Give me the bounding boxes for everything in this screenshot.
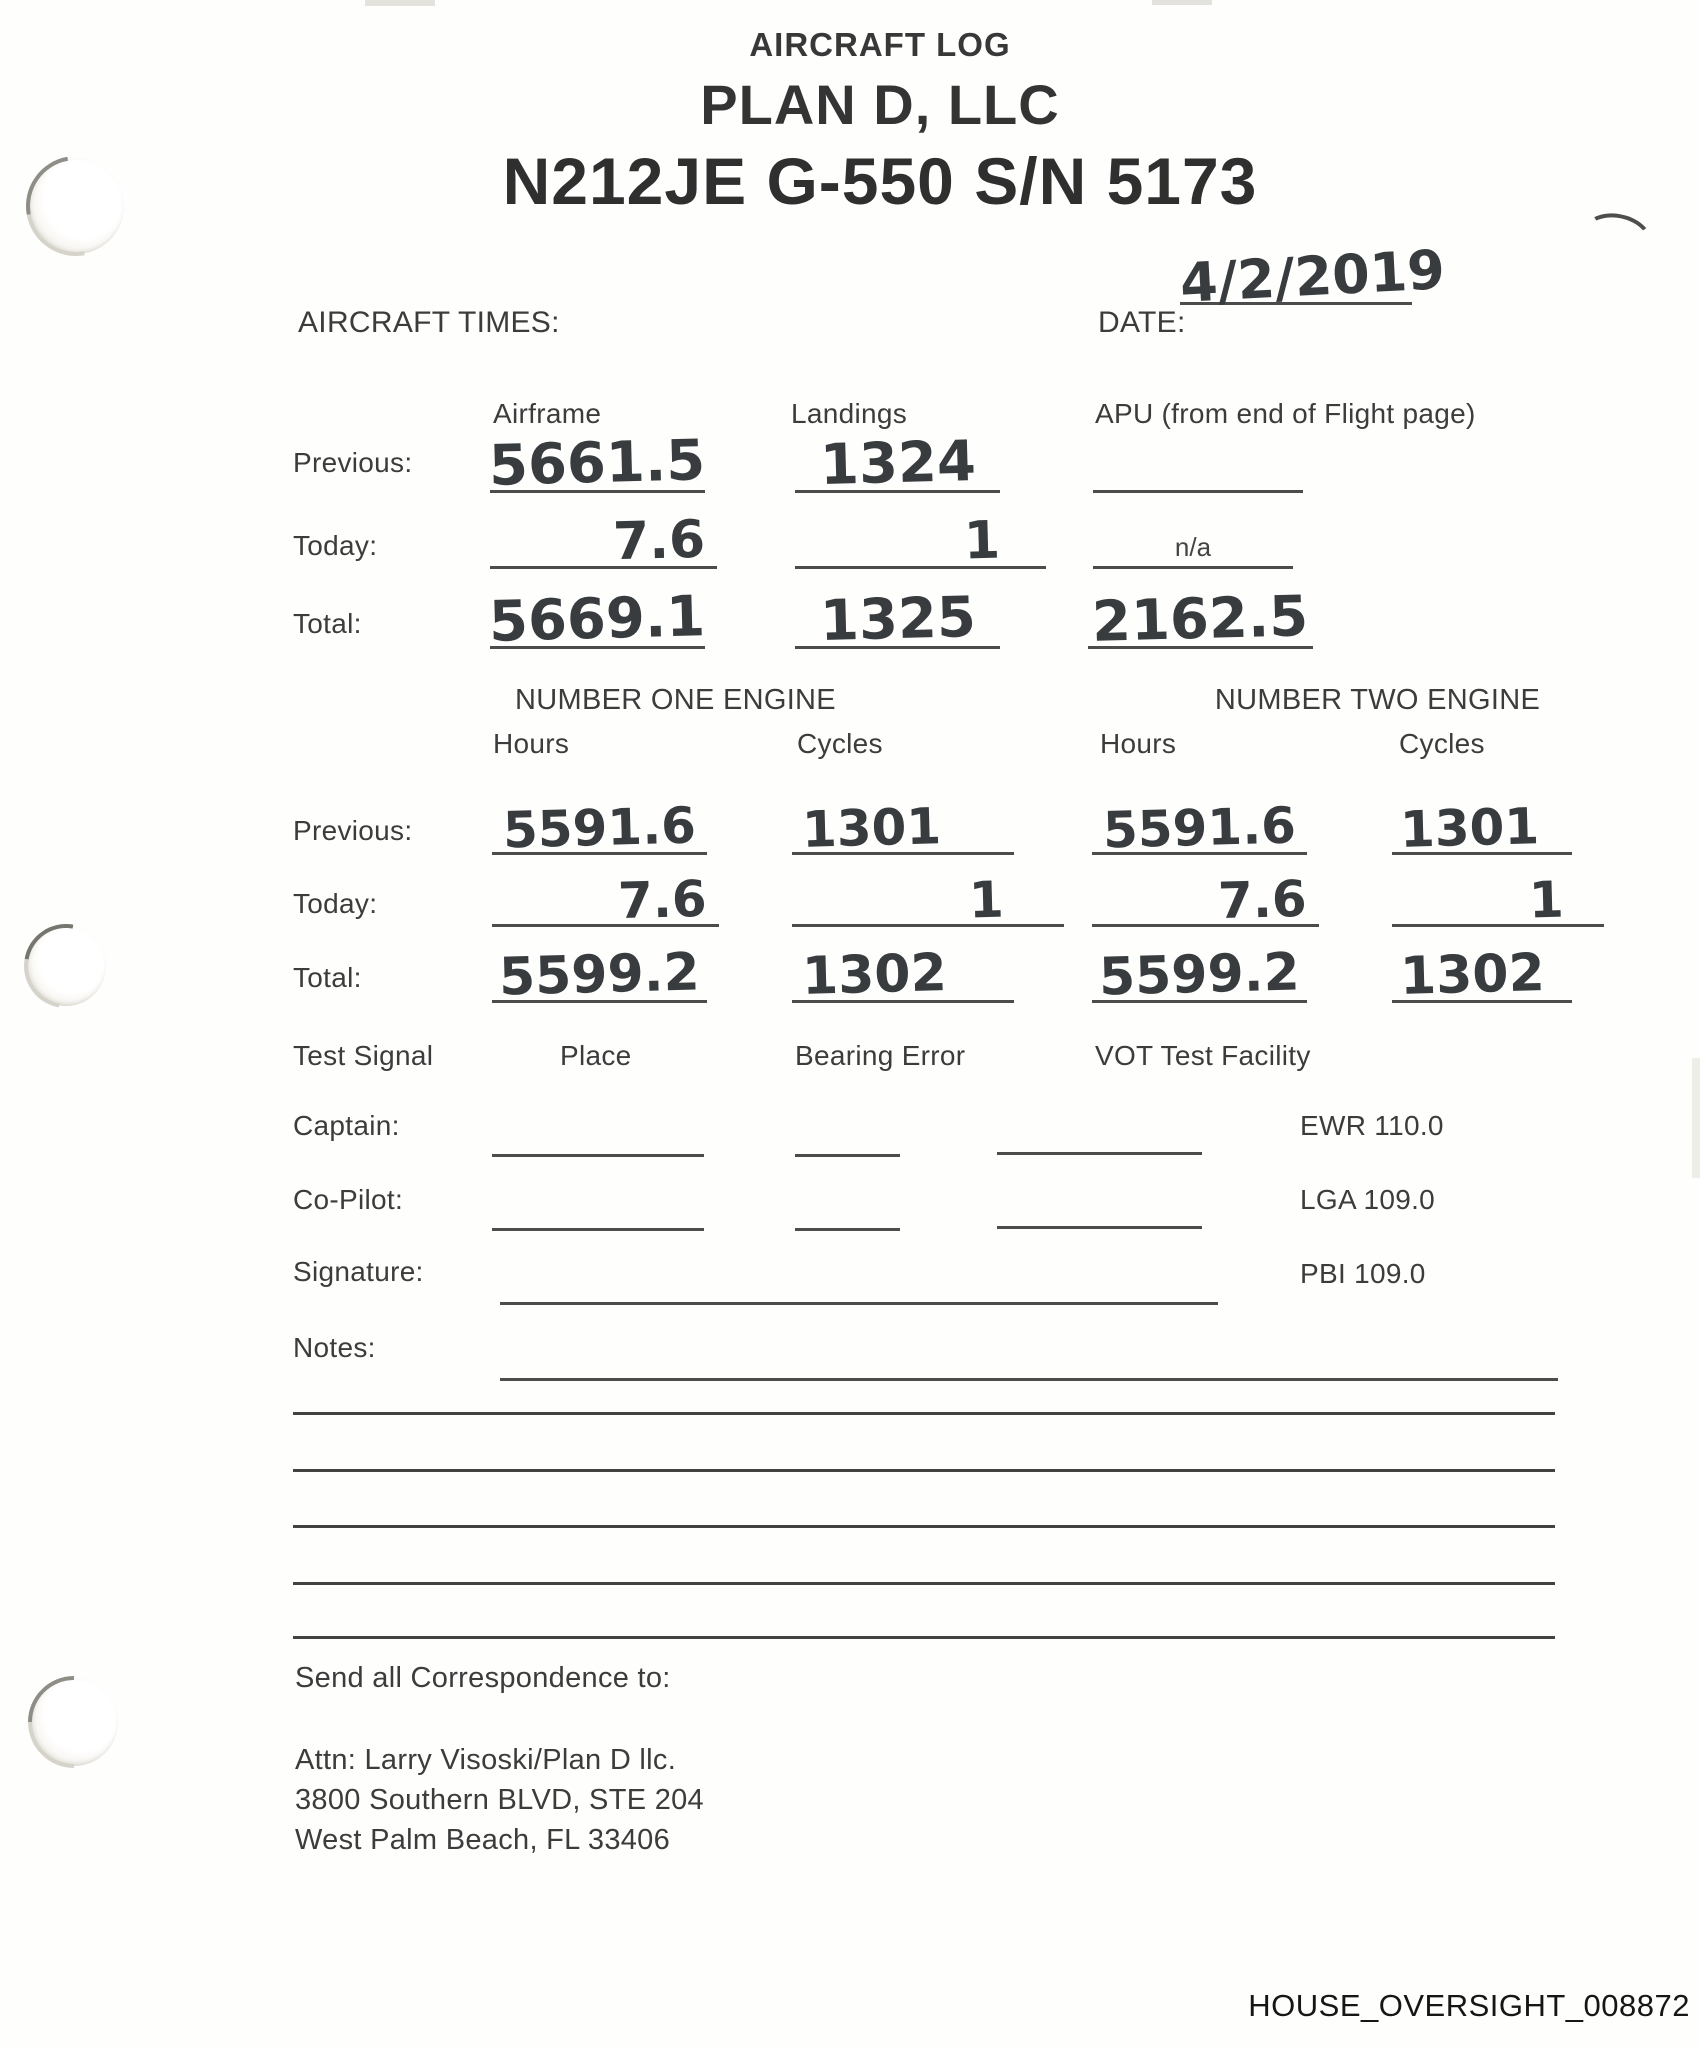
engine-two-cycles-header: Cycles (1399, 728, 1485, 759)
vot-facility-pbi: PBI 109.0 (1300, 1258, 1426, 1289)
notes-blank-line (293, 1636, 1555, 1639)
e1-today-hours-value: 7.6 (617, 869, 708, 930)
field-e1-previous-hours (492, 782, 707, 860)
field-total-airframe (488, 578, 707, 655)
captain-vot-field (997, 1116, 1202, 1155)
field-today-apu (1093, 500, 1293, 569)
engine-two-heading: NUMBER TWO ENGINE (1214, 684, 1541, 716)
total-airframe-value: 5669.1 (488, 583, 707, 655)
today-airframe-value: 7.6 (612, 509, 706, 572)
captain-bearing-error-field (795, 1118, 900, 1157)
date-label: DATE: (1098, 306, 1186, 339)
e2-previous-cycles-value: 1301 (1399, 796, 1540, 859)
total-apu-value: 2162.5 (1091, 583, 1310, 655)
e1-total-hours-value: 5599.2 (498, 941, 701, 1008)
column-header-airframe: Airframe (493, 398, 602, 429)
hole-punch-shadow (8, 908, 125, 1025)
row-label-total: Total: (293, 608, 362, 639)
e1-total-cycles-value: 1302 (801, 942, 948, 1007)
test-signal-header: Test Signal (293, 1040, 434, 1071)
field-total-apu (1088, 578, 1313, 655)
notes-blank-line (293, 1469, 1555, 1472)
hole-punch-bottom (30, 1678, 118, 1766)
field-previous-apu (1093, 418, 1303, 493)
e2-total-hours-value: 5599.2 (1098, 941, 1301, 1008)
field-e2-previous-hours (1092, 782, 1307, 860)
e1-previous-cycles-value: 1301 (801, 796, 942, 859)
field-e2-previous-cycles (1392, 782, 1572, 859)
field-e1-today-cycles (792, 856, 1064, 927)
previous-airframe-value: 5661.5 (488, 427, 707, 499)
address-line-city: West Palm Beach, FL 33406 (295, 1824, 671, 1856)
engine-two-hours-header: Hours (1100, 728, 1177, 759)
e2-previous-hours-value: 5591.6 (1102, 795, 1297, 860)
signature-label: Signature: (293, 1256, 424, 1287)
address-line-street: 3800 Southern BLVD, STE 204 (295, 1784, 704, 1816)
e2-today-cycles-value: 1 (1528, 870, 1565, 929)
notes-blank-line (293, 1525, 1555, 1528)
engine-row-label-previous: Previous: (293, 815, 413, 846)
field-e1-total-hours (492, 930, 707, 1008)
field-previous-landings (795, 418, 1000, 498)
field-e1-total-cycles (792, 930, 1014, 1007)
total-landings-value: 1325 (818, 584, 977, 654)
engine-one-hours-header: Hours (493, 728, 570, 759)
correspondence-address (295, 1740, 704, 1860)
column-header-apu: APU (from end of Flight page) (1095, 398, 1476, 429)
date-value-handwritten: 4/2/2019 (1178, 237, 1447, 315)
e1-today-cycles-value: 1 (968, 870, 1005, 929)
copilot-label: Co-Pilot: (293, 1184, 404, 1215)
captain-label: Captain: (293, 1110, 400, 1141)
copilot-bearing-error-field (795, 1192, 900, 1231)
aircraft-times-label: AIRCRAFT TIMES: (298, 306, 560, 339)
scan-smudge (1692, 1058, 1700, 1178)
notes-field (500, 1340, 1558, 1381)
field-today-landings (795, 500, 1046, 572)
vot-facility-ewr: EWR 110.0 (1300, 1110, 1444, 1141)
place-header: Place (560, 1040, 632, 1071)
e1-previous-hours-value: 5591.6 (502, 795, 697, 860)
engine-one-cycles-header: Cycles (797, 728, 883, 759)
column-header-landings: Landings (791, 398, 908, 429)
field-e1-previous-cycles (792, 782, 1014, 859)
company-name: PLAN D, LLC (700, 73, 1060, 136)
e2-total-cycles-value: 1302 (1399, 942, 1546, 1007)
field-e2-today-cycles (1392, 856, 1604, 927)
address-line-attn: Attn: Larry Visoski/Plan D llc. (295, 1744, 677, 1776)
date-field (1178, 236, 1447, 315)
vot-facility-lga: LGA 109.0 (1300, 1184, 1436, 1215)
hole-punch-shadow (9, 1657, 139, 1787)
captain-place-field (492, 1118, 704, 1157)
engine-one-heading: NUMBER ONE ENGINE (515, 684, 836, 716)
title-block (70, 26, 1690, 219)
field-e1-today-hours (492, 856, 719, 930)
scan-smudge (365, 0, 435, 6)
field-total-landings (795, 578, 1000, 654)
hole-punch-middle (26, 926, 106, 1006)
row-label-previous: Previous: (293, 447, 413, 478)
field-e2-today-hours (1092, 856, 1319, 930)
today-landings-value: 1 (963, 510, 1001, 572)
field-today-airframe (490, 500, 717, 572)
notes-blank-line (293, 1412, 1555, 1415)
document-id: HOUSE_OVERSIGHT_008872 (1248, 1988, 1690, 2023)
vot-test-facility-header: VOT Test Facility (1095, 1040, 1311, 1071)
today-apu-na: n/a (1174, 532, 1212, 562)
bearing-error-header: Bearing Error (795, 1040, 966, 1071)
notes-blank-line (293, 1582, 1555, 1585)
previous-landings-value: 1324 (818, 428, 977, 498)
engine-row-label-today: Today: (293, 888, 378, 919)
signature-field (500, 1264, 1218, 1305)
notes-label: Notes: (293, 1332, 376, 1363)
e2-today-hours-value: 7.6 (1217, 869, 1308, 930)
correspondence-heading: Send all Correspondence to: (295, 1662, 671, 1694)
field-e2-total-hours (1092, 930, 1307, 1008)
row-label-today: Today: (293, 530, 378, 561)
field-e2-total-cycles (1392, 930, 1572, 1007)
log-title: AIRCRAFT LOG (749, 26, 1011, 63)
aircraft-id: N212JE G-550 S/N 5173 (502, 144, 1258, 218)
copilot-vot-field (997, 1190, 1202, 1229)
field-previous-airframe (488, 418, 707, 499)
copilot-place-field (492, 1192, 704, 1231)
engine-row-label-total: Total: (293, 962, 362, 993)
scan-smudge (1152, 0, 1212, 5)
